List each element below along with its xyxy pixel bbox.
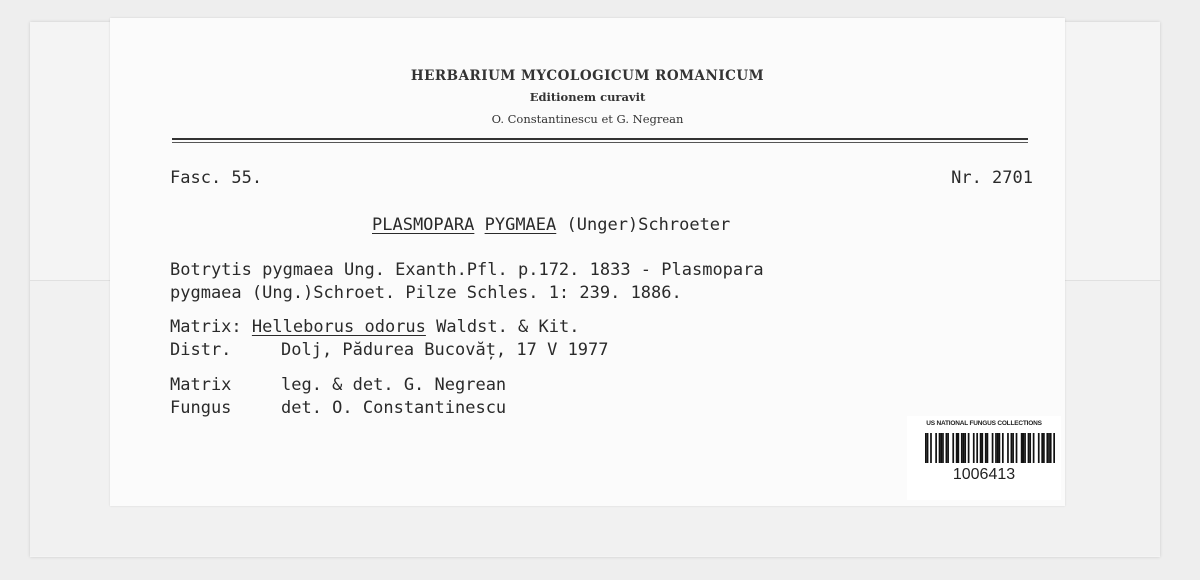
barcode-bar	[939, 433, 941, 463]
barcode-bar	[999, 433, 1001, 463]
label-header	[110, 68, 1065, 126]
barcode-bar	[1043, 433, 1045, 463]
collector-label: Matrix	[170, 375, 232, 395]
barcode-bar	[1033, 433, 1035, 463]
collector-text: leg. & det. G. Negrean	[281, 375, 507, 395]
barcode-number: 1006413	[952, 466, 1016, 483]
barcode	[925, 433, 1055, 463]
barcode-bar	[940, 433, 942, 463]
barcode-bar	[956, 433, 958, 463]
barcode-bar	[976, 433, 978, 463]
barcode-label	[907, 416, 1061, 500]
barcode-bar	[1023, 433, 1025, 463]
barcode-bar	[1038, 433, 1040, 463]
barcode-bar	[973, 433, 975, 463]
barcode-bar	[995, 433, 997, 463]
collector-line-2	[170, 398, 506, 418]
collector-text: det. O. Constantinescu	[281, 398, 507, 418]
barcode-bar	[1011, 433, 1013, 463]
barcode-bar	[964, 433, 966, 463]
matrix-label: Matrix:	[170, 317, 242, 337]
barcode-bar	[1016, 433, 1018, 463]
barcode-bar	[963, 433, 965, 463]
fascicle: Fasc. 55.	[170, 168, 263, 188]
barcode-bar	[961, 433, 963, 463]
barcode-bar	[985, 433, 987, 463]
barcode-bar	[927, 433, 929, 463]
barcode-bar	[947, 433, 949, 463]
barcode-bar	[1041, 433, 1043, 463]
barcode-bar	[1048, 433, 1050, 463]
barcode-caption: US NATIONAL FUNGUS COLLECTIONS	[926, 420, 1042, 427]
barcode-bar	[1002, 433, 1004, 463]
barcode-bar	[968, 433, 970, 463]
host-name: Helleborus odorus	[251, 317, 426, 337]
barcode-bar	[1028, 433, 1030, 463]
barcode-bar	[981, 433, 983, 463]
distr-text: Dolj, Pădurea Bucovăț, 17 V 1977	[281, 340, 609, 360]
collector-line-1	[170, 375, 506, 395]
taxon-author: (Unger)Schroeter	[566, 215, 731, 235]
barcode-bar	[925, 433, 927, 463]
matrix-line	[170, 317, 579, 337]
synonymy-line-2: pygmaea (Ung.)Schroet. Pilze Schles. 1: 239. 1886.	[170, 283, 682, 303]
synonymy-line-1: Botrytis pygmaea Ung. Exanth.Pfl. p.172. 1833 - Plasmopara	[170, 260, 764, 280]
host-author: Waldst. & Kit.	[436, 317, 580, 337]
barcode-bar	[946, 433, 948, 463]
exsiccata-number: Nr. 2701	[951, 168, 1033, 188]
barcode-bar	[958, 433, 960, 463]
barcode-bar	[1012, 433, 1014, 463]
edition-line: Editionem curavit	[529, 90, 646, 104]
barcode-bar	[980, 433, 982, 463]
barcode-bar	[1007, 433, 1009, 463]
barcode-bar	[935, 433, 937, 463]
taxon-name	[372, 215, 730, 235]
barcode-bar	[942, 433, 944, 463]
barcode-bar	[1021, 433, 1023, 463]
barcode-bar	[1046, 433, 1048, 463]
barcode-bar	[1050, 433, 1052, 463]
barcode-bar	[997, 433, 999, 463]
header-rule-thin	[172, 142, 1028, 143]
barcode-bar	[1053, 433, 1055, 463]
collector-label: Fungus	[170, 398, 232, 418]
institution-name: HERBARIUM MYCOLOGICUM ROMANICUM	[410, 68, 765, 84]
barcode-bar	[930, 433, 932, 463]
distr-label: Distr.	[170, 340, 232, 360]
barcode-bar	[987, 433, 989, 463]
editors-line: O. Constantinescu et G. Negrean	[491, 112, 684, 126]
header-rule	[172, 138, 1028, 140]
barcode-bar	[1029, 433, 1031, 463]
taxon-genus: PLASMOPARA	[372, 215, 475, 235]
barcode-bar	[952, 433, 954, 463]
taxon-species: PYGMAEA	[484, 215, 557, 235]
specimen-label	[110, 18, 1065, 506]
barcode-bar	[1024, 433, 1026, 463]
distribution-line	[170, 340, 609, 360]
barcode-bar	[992, 433, 994, 463]
